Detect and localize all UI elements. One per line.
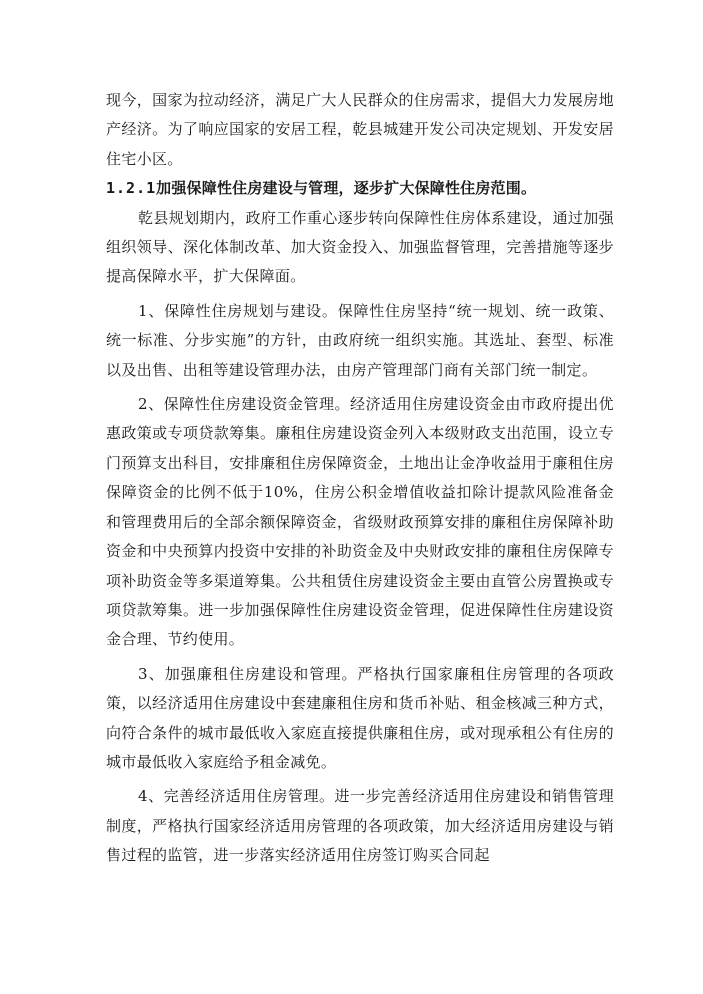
section-heading [106,174,614,203]
section-number: 1.2.1 [106,179,157,198]
intro-paragraph: 现今，国家为拉动经济，满足广大人民群众的住房需求，提倡大力发展房地产经济。为了响应国家的安居工程，乾县城建开发公司决定规划、开发安居住宅小区。 [106,91,614,168]
paragraph-item-1: 1、保障性住房规划与建设。保障性住房坚持“统一规划、统一政策、统一标准、分步实施”的方针，由政府统一组织实施。其选址、套型、标准以及出售、出租等建设管理办法，由房产管理部门商有关部门统一制定。 [106,301,614,379]
paragraph-item-4: 4、完善经济适用住房管理。进一步完善经济适用住房建设和销售管理制度，严格执行国家经济适用房管理的各项政策，加大经济适用房建设与销售过程的监管，进一步落实经济适用住房签订购买合同起 [106,787,614,865]
section-title: 加强保障性住房建设与管理，逐步扩大保障性住房范围。 [156,179,537,198]
paragraph-item-3: 3、加强廉租住房建设和管理。严格执行国家廉租住房管理的各项政策，以经济适用住房建设中套建廉租住房和货币补贴、租金核减三种方式，向符合条件的城市最低收入家庭直接提供廉租住房，或对现承租公有住房的城市最低收入家庭给予租金减免。 [106,664,614,771]
paragraph-item-2: 2、保障性住房建设资金管理。经济适用住房建设资金由市政府提出优惠政策或专项贷款筹集。廉租住房建设资金列入本级财政支出范围，设立专门预算支出科目，安排廉租住房保障资金，土地出让金净收益用于廉租住房保障资金的比例不低于10%，住房公积金增值收益扣除计提款风险准备金和管理费用后的全部余额保障资金，省级财政预算安排的廉租住房保障补助资金和中央预算内投资中安排的补助资金及中央财政安排的廉租住房保障专项补助资金等多渠道筹集。公共租赁住房建设资金主要由直管公房置换或专项贷款筹集。进一步加强保障性住房建设资金管理，促进保障性住房建设资金合理、节约使用。 [106,395,614,649]
document-page [106,86,614,871]
paragraph-overview: 乾县规划期内，政府工作重心逐步转向保障性住房体系建设，通过加强组织领导、深化体制改革、加大资金投入、加强监督管理，完善措施等逐步提高保障水平，扩大保障面。 [106,208,614,286]
